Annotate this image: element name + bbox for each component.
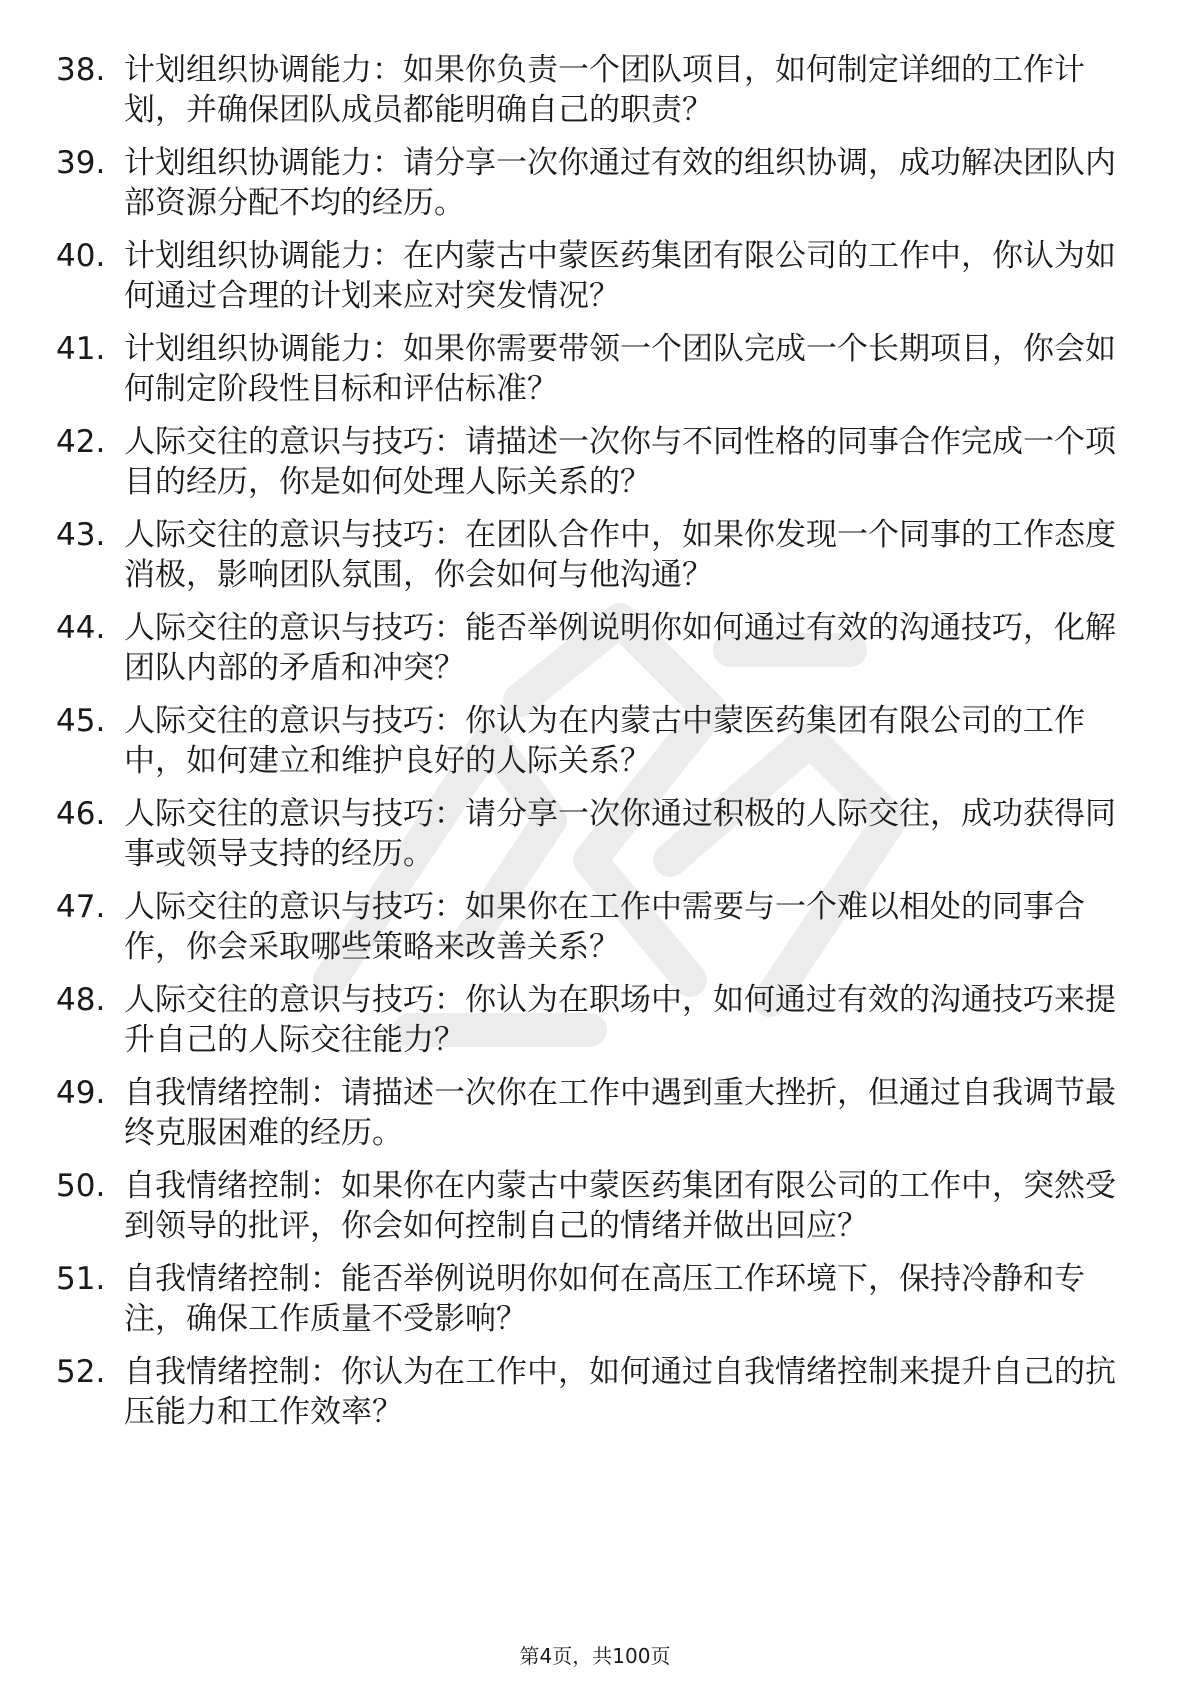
question-text: 人际交往的意识与技巧：请分享一次你通过积极的人际交往，成功获得同事或领导支持的经历。	[124, 796, 1116, 872]
question-item	[56, 50, 1116, 130]
question-text: 计划组织协调能力：如果你需要带领一个团队完成一个长期项目，你会如何制定阶段性目标和评估标准？	[124, 331, 1116, 407]
question-item	[56, 608, 1116, 688]
question-text: 人际交往的意识与技巧：能否举例说明你如何通过有效的沟通技巧，化解团队内部的矛盾和冲突？	[124, 610, 1116, 686]
question-number: 52.	[56, 1354, 106, 1390]
question-text: 计划组织协调能力：在内蒙古中蒙医药集团有限公司的工作中，你认为如何通过合理的计划来应对突发情况？	[124, 238, 1116, 314]
question-text: 计划组织协调能力：如果你负责一个团队项目，如何制定详细的工作计划，并确保团队成员都能明确自己的职责？	[124, 52, 1085, 128]
question-item	[56, 1259, 1116, 1339]
question-list	[56, 50, 1116, 1445]
question-number: 46.	[56, 796, 106, 832]
question-text: 人际交往的意识与技巧：在团队合作中，如果你发现一个同事的工作态度消极，影响团队氛围，你会如何与他沟通？	[124, 517, 1116, 593]
question-item	[56, 980, 1116, 1060]
question-number: 50.	[56, 1168, 106, 1204]
question-number: 41.	[56, 331, 106, 367]
question-text: 自我情绪控制：能否举例说明你如何在高压工作环境下，保持冷静和专注，确保工作质量不受影响？	[124, 1261, 1085, 1337]
question-item	[56, 515, 1116, 595]
question-text: 人际交往的意识与技巧：请描述一次你与不同性格的同事合作完成一个项目的经历，你是如何处理人际关系的？	[124, 424, 1116, 500]
question-number: 48.	[56, 982, 106, 1018]
question-number: 40.	[56, 238, 106, 274]
question-number: 49.	[56, 1075, 106, 1111]
question-number: 39.	[56, 145, 106, 181]
question-item	[56, 1073, 1116, 1153]
question-item	[56, 236, 1116, 316]
question-text: 人际交往的意识与技巧：你认为在内蒙古中蒙医药集团有限公司的工作中，如何建立和维护良好的人际关系？	[124, 703, 1085, 779]
question-item	[56, 1352, 1116, 1432]
question-number: 51.	[56, 1261, 106, 1297]
question-item	[56, 1166, 1116, 1246]
question-item	[56, 794, 1116, 874]
question-number: 42.	[56, 424, 106, 460]
question-item	[56, 143, 1116, 223]
question-text: 自我情绪控制：如果你在内蒙古中蒙医药集团有限公司的工作中，突然受到领导的批评，你会如何控制自己的情绪并做出回应？	[124, 1168, 1116, 1244]
question-number: 38.	[56, 52, 106, 88]
question-item	[56, 701, 1116, 781]
question-item	[56, 422, 1116, 502]
question-number: 47.	[56, 889, 106, 925]
question-number: 43.	[56, 517, 106, 553]
question-text: 自我情绪控制：你认为在工作中，如何通过自我情绪控制来提升自己的抗压能力和工作效率？	[124, 1354, 1116, 1430]
question-text: 人际交往的意识与技巧：你认为在职场中，如何通过有效的沟通技巧来提升自己的人际交往能力？	[124, 982, 1116, 1058]
question-text: 自我情绪控制：请描述一次你在工作中遇到重大挫折，但通过自我调节最终克服困难的经历。	[124, 1075, 1116, 1151]
question-item	[56, 887, 1116, 967]
question-number: 45.	[56, 703, 106, 739]
question-item	[56, 329, 1116, 409]
question-number: 44.	[56, 610, 106, 646]
page-footer: 第4页，共100页	[519, 1644, 671, 1668]
question-text: 计划组织协调能力：请分享一次你通过有效的组织协调，成功解决团队内部资源分配不均的经历。	[124, 145, 1116, 221]
question-text: 人际交往的意识与技巧：如果你在工作中需要与一个难以相处的同事合作，你会采取哪些策略来改善关系？	[124, 889, 1085, 965]
